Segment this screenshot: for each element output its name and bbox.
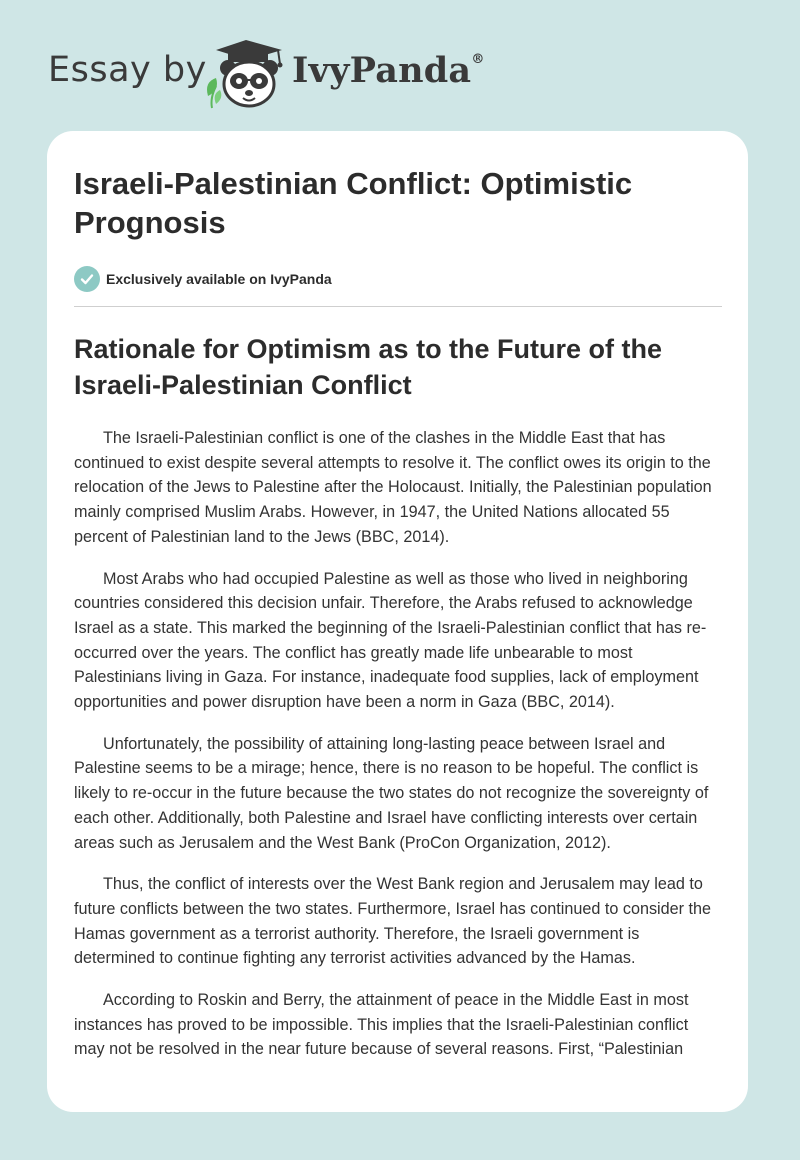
page-title: Israeli-Palestinian Conflict: Optimistic Prognosis: [74, 166, 633, 240]
section-heading: Rationale for Optimism as to the Future of the Israeli-Palestinian Conflict: [74, 334, 663, 400]
paragraph: Unfortunately, the possibility of attaining long-lasting peace between Israel and Palestine seems to be a mirage; hence, there is no reason to be hopeful. The conflict is likely to re-occur in the future because the two states do not recognize the sovereignty of each other. Additionally, both Palestine and Israel have conflicting interests over certain areas such as Jerusalem and the West Bank (ProCon Organization, 2012).: [74, 734, 709, 852]
divider: [74, 306, 722, 307]
paragraph: Most Arabs who had occupied Palestine as well as those who lived in neighboring countries considered this decision unfair. Therefore, the Arabs refused to acknowledge Israel as a state. This marked the beginning of the Israeli-Palestinian conflict that has re-occurred over the years. The conflict has greatly made life unbearable to most Palestinians living in Gaza. For instance, inadequate food supplies, lack of employment opportunities and power disruption have been a norm in Gaza (BBC, 2014).: [74, 569, 707, 712]
essay-card: [47, 131, 748, 1112]
exclusive-label: Exclusively available on IvyPanda: [106, 271, 332, 287]
check-icon: [74, 266, 100, 292]
panda-graduate-icon[interactable]: [200, 38, 292, 110]
exclusive-badge: [74, 265, 722, 293]
brand-prefix: Essay by: [48, 50, 207, 90]
registered-mark: ®: [471, 52, 485, 67]
paragraph: According to Roskin and Berry, the attainment of peace in the Middle East in most instances has proved to be impossible. This implies that the Israeli-Palestinian conflict may not be resolved in the near future because of several reasons. First, “Palestinian: [74, 991, 689, 1059]
paragraph: The Israeli-Palestinian conflict is one of the clashes in the Middle East that has continued to exist despite several attempts to resolve it. The conflict owes its origin to the relocation of the Jews to Palestine after the Holocaust. Initially, the Palestinian population mainly comprised Muslim Arabs. However, in 1947, the United Nations allocated 55 percent of Palestinian land to the Jews (BBC, 2014).: [74, 429, 712, 546]
paragraph: Thus, the conflict of interests over the West Bank region and Jerusalem may lead to future conflicts between the two states. Furthermore, Israel has continued to consider the Hamas government as a terrorist authority. Therefore, the Israeli government is determined to continue fighting any terrorist activities advanced by the Hamas.: [74, 875, 712, 968]
brand-name[interactable]: IvyPanda®: [292, 50, 485, 91]
article-body: [74, 426, 722, 1062]
site-header: [0, 0, 800, 130]
